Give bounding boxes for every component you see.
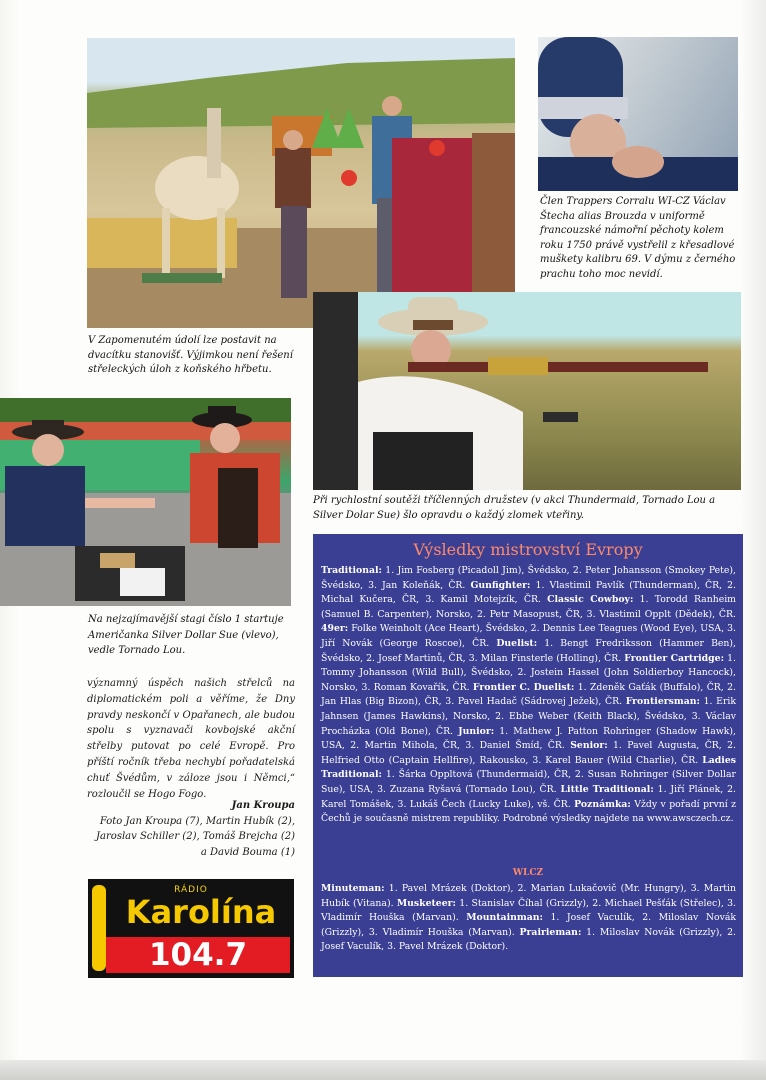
- europe-results-entry: 1. Šárka Oppltová (Thundermaid), ČR, 2. Susan Rohringer (Silver Dollar Sue), USA, 3. Zuzana Ryšavá (Tornado Lou), ČR.: [321, 769, 736, 795]
- caption-handshake-text: Na nejzajímavější stagi číslo 1 startuje Američanka Silver Dollar Sue (vlevo), vedle Tornado Lou.: [88, 614, 284, 656]
- results-text: [321, 564, 736, 827]
- scan-bottom-edge: [0, 1060, 766, 1080]
- wlcz-category-label: Prairieman:: [519, 926, 582, 938]
- europe-category-label: Junior:: [458, 725, 495, 737]
- photo-rifle-woman: [313, 292, 741, 490]
- results-subtitle: WLCZ: [512, 868, 544, 878]
- wlcz-results-entry: 1. Stanislav Číhal (Grizzly), 2. Michael Pešťák (Střelec), 3. Vladimír Houška (Marvan).: [321, 897, 736, 924]
- results-title: Výsledky mistrovství Evropy: [413, 540, 643, 559]
- logo-name: Karolína: [125, 893, 277, 931]
- europe-category-label: Frontier Cartridge:: [624, 652, 724, 664]
- europe-results-entry: 1. Erik Jahnsen (James Hawkins), Norsko, 2. Ebbe Weber (Keith Black), Švédsko, 3. Václav Procházka (Old Bone), ČR.: [321, 696, 736, 737]
- europe-category-label: Traditional:: [321, 565, 382, 576]
- logo-frequency: 104.7: [106, 937, 290, 973]
- caption-horse-text: V Zapomenutém údolí lze postavit na dvacítku stanovišť. Výjimkou není řešení střeleckých úloh z koňského hřbetu.: [88, 335, 293, 375]
- europe-category-label: Little Traditional:: [560, 783, 654, 795]
- europe-category-label: Ladies Traditional:: [321, 754, 736, 781]
- photo-musket-shooter: [538, 37, 738, 191]
- caption-handshake: [88, 612, 298, 659]
- europe-results-entry: Folke Weinholt (Ace Heart), Švédsko, 2. Dennis Lee Teagues (Wood Eye), USA, 3. Jiří Novák (George Roscoe), ČR.: [321, 623, 736, 649]
- caption-musket-text: Člen Trappers Corralu WI-CZ Václav Štecha alias Brouzda v uniformě francouzské námořní pěchoty kolem roku 1750 právě vystřelil z křesadlové muškety kalibru 69. V dýmu z černého prachu toho moc nevidí.: [540, 196, 736, 280]
- wlcz-category-label: Mountainman:: [466, 912, 543, 924]
- radio-karolina-logo: [88, 879, 294, 978]
- photo-handshake-art: [0, 398, 291, 606]
- europe-category-label: Senior:: [570, 740, 608, 752]
- europe-results-entry: 1. Zdeněk Gaťák (Buffalo), ČR, 2. Jan Hlas (Big Bizon), ČR, 3. Pavel Hadač (Sádrovej Ježek), ČR.: [321, 681, 736, 708]
- europe-results-entry: 1. Pavel Augusta, ČR, 2. Helfried Otto (Captain Hellfire), Rakousko, 3. Karel Bauer (Wild Charlie), ČR.: [321, 740, 736, 766]
- wlcz-results-entry: 1. Josef Vaculík, 2. Miloslav Novák (Grizzly), 3. Vladimír Houška (Marvan).: [321, 912, 736, 938]
- europe-results-entry: 1. Vlastimil Pavlík (Thunderman), ČR, 2. Michal Kučera, ČR, 3. Kamil Motejzík, ČR.: [321, 579, 736, 606]
- europe-category-label: Frontier C. Duelist:: [472, 681, 575, 693]
- caption-horse: [88, 334, 308, 378]
- europe-category-label: Duelist:: [496, 637, 538, 649]
- caption-musket: [540, 195, 738, 282]
- guitar-icon: [92, 885, 106, 971]
- wlcz-category-label: Minuteman:: [321, 883, 385, 894]
- logo-radio-label: RÁDIO: [174, 885, 208, 895]
- europe-results-entry: 1. Tommy Johansson (Wild Bull), Švédsko, 2. Jostein Hassel (John Soldierboy Hancock), Norsko, 3. Roman Kovařík, ČR.: [321, 652, 736, 693]
- europe-results-entry: 1. Jim Fosberg (Picadoll Jim), Švédsko, 2. Peter Johansson (Smokey Pete), Švédsko, 3. Jan Koleňák, ČR.: [321, 565, 736, 591]
- photo-horse-range: [87, 38, 515, 328]
- author-name: Jan Kroupa: [231, 800, 295, 811]
- europe-results-entry: 1. Torodd Ranheim (Samuel B. Carpenter), Norsko, 2. Petr Masopust, ČR, 3. Vlastimil Opplt (Dědek), ČR.: [321, 594, 736, 620]
- europe-results-entry: 1. Jiří Plánek, 2. Karel Tomášek, 3. Lukáš Čech (Lucky Luke), vš. ČR.: [321, 783, 737, 810]
- results-wlcz-text: [321, 882, 736, 955]
- article-credits: [87, 798, 295, 860]
- photo-credits: Foto Jan Kroupa (7), Martin Hubík (2), Jaroslav Schiller (2), Tomáš Brejcha (2) a David Bouma (1): [96, 815, 295, 858]
- europe-category-label: Gunfighter:: [470, 579, 531, 591]
- photo-rifle-woman-art: [313, 292, 741, 490]
- article-text: významný úspěch našich střelců na diplomatickém poli a věříme, že Dny pravdy neskončí v Opařanech, ale budou spolu s vyznavači kovbojské akční střelby putovat po celé Evropě. Pro příští ročník třeba nechybí pořadatelská chuť Švédům, v záloze jsou i Němci,“ rozloučil se Hogo Fogo.: [87, 678, 295, 800]
- wlcz-results-entry: 1. Pavel Mrázek (Doktor), 2. Marian Lukačovič (Mr. Hungry), 3. Martin Hubík (Vitana).: [321, 883, 736, 909]
- europe-results-entry: 1. Mathew J. Patton Rohringer (Shadow Hawk), USA, 2. Martin Mihola, ČR, 3. Daniel Šmíd, ČR.: [321, 725, 736, 752]
- europe-results-entry: Vždy v pořadí první z Čechů je současně mistrem republiky. Podrobné výsledky najdete na www.awsczech.cz.: [321, 798, 737, 825]
- photo-horse-range-art: [87, 38, 515, 328]
- results-box: [313, 534, 743, 977]
- wlcz-category-label: Musketeer:: [396, 897, 456, 909]
- europe-category-label: Frontiersman:: [625, 696, 700, 708]
- europe-category-label: Classic Cowboy:: [547, 594, 634, 606]
- photo-musket-shooter-art: [538, 37, 738, 191]
- photo-handshake: [0, 398, 291, 606]
- wlcz-results-entry: 1. Miloslav Novák (Grizzly), 2. Josef Vaculík, 3. Pavel Mrázek (Doktor).: [321, 926, 737, 953]
- europe-category-label: Poznámka:: [574, 798, 631, 810]
- europe-category-label: 49er:: [321, 623, 349, 635]
- caption-team: [313, 494, 745, 523]
- europe-results-entry: 1. Bengt Fredriksson (Hammer Ben), Švédsko, 2. Josef Martinů, ČR, 3. Milan Finsterle (Holling), ČR.: [321, 637, 736, 664]
- caption-team-text: Při rychlostní soutěži tříčlenných družstev (v akci Thundermaid, Tornado Lou a Silver Dolar Sue) šlo opravdu o každý zlomek vteřiny.: [313, 495, 716, 521]
